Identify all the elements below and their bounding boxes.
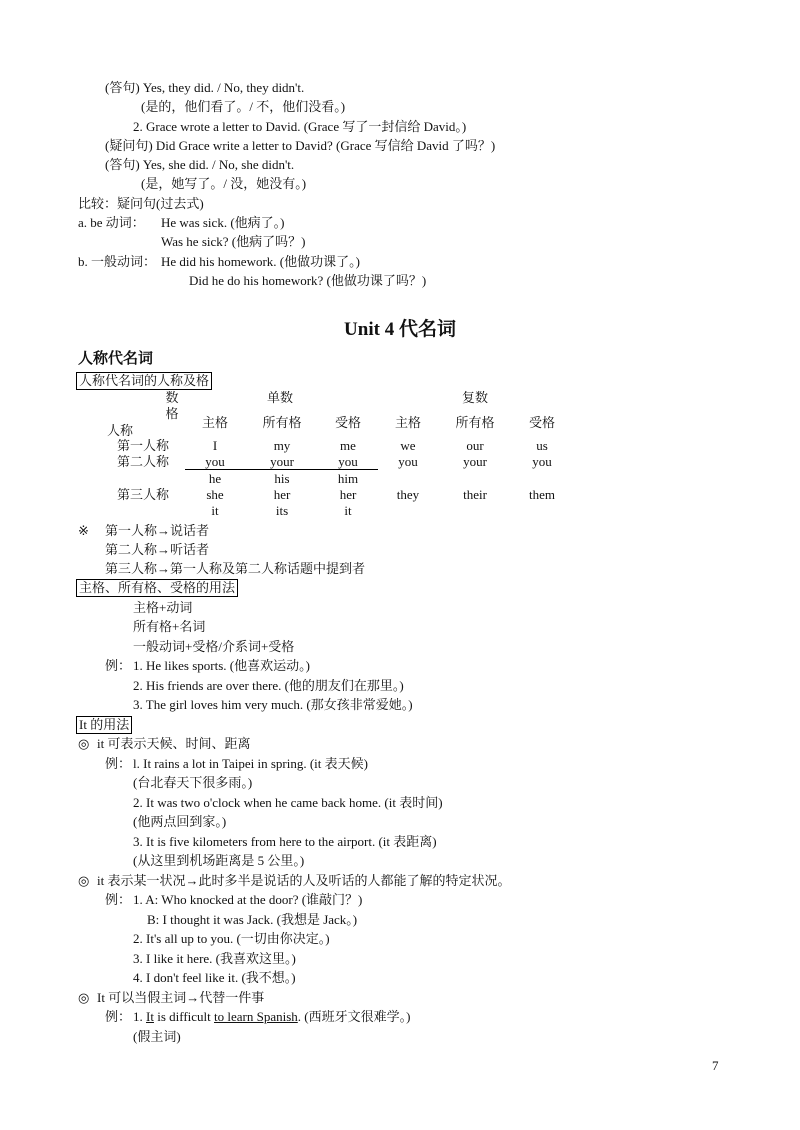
it-point-2: it 表示某一状况→此时多半是说话的人及听话的人都能了解的特定状况。	[97, 873, 511, 888]
case-header: 主格	[394, 415, 421, 430]
header-singular: 单数	[266, 390, 293, 405]
dummy-subject-note: (假主词)	[133, 1029, 181, 1044]
page-number: 7	[712, 1058, 719, 1073]
compare-b-label: b. 一般动词：	[78, 254, 157, 269]
question-line-2: (疑问句) Did Grace write a letter to David? (Grace 写信给 David 了吗？)	[105, 138, 496, 153]
table-cell: us	[536, 438, 548, 453]
example-line: 1. He likes sports. (他喜欢运动。)	[133, 658, 310, 673]
usage-rule: 主格+动词	[133, 600, 193, 615]
table-cell: it	[211, 503, 219, 518]
corner-case: 格	[165, 406, 179, 421]
table-cell: you	[205, 454, 225, 469]
compare-b-question: Did he do his homework? (他做功课了吗？)	[189, 273, 427, 288]
section-title: 人称代名词	[78, 351, 154, 367]
it-point-3: It 可以当假主词→代替一件事	[97, 990, 265, 1005]
table-cell: they	[396, 487, 420, 502]
compare-heading: 比较：疑问句(过去式)	[78, 196, 204, 211]
example-2-statement: 2. Grace wrote a letter to David. (Grace 写了一封信给 David。)	[133, 119, 467, 134]
example-line	[133, 1008, 410, 1025]
divider	[185, 469, 378, 470]
table-cell: my	[273, 438, 291, 453]
table-cell: them	[529, 487, 555, 502]
note-line: 第二人称→听话者	[105, 542, 210, 557]
usage-rule: 一般动词+受格/介系词+受格	[133, 639, 295, 654]
row-label-third-person: 第三人称	[116, 487, 169, 502]
example-line: 4. I don't feel like it. (我不想。)	[133, 970, 296, 985]
example-line: 1. A: Who knocked at the door? (谁敲门？)	[133, 892, 363, 907]
example-line: 3. It is five kilometers from here to the airport. (it 表距离)	[133, 834, 437, 849]
table-cell: me	[340, 438, 356, 453]
example-line: B: I thought it was Jack. (我想是 Jack。)	[147, 912, 358, 927]
table-cell: he	[208, 471, 222, 486]
example-predicate: is difficult	[157, 1009, 211, 1024]
example-translation: (他两点回到家。)	[133, 814, 227, 829]
table-cell: him	[337, 471, 359, 486]
compare-a-statement: He was sick. (他病了。)	[161, 215, 285, 230]
corner-person: 人称	[106, 423, 133, 438]
answer-line-1-zh: (是的，他们看了。/ 不，他们没看。)	[141, 99, 346, 114]
row-label-second-person: 第二人称	[116, 454, 169, 469]
usage-rule: 所有格+名词	[133, 619, 206, 634]
table-cell: you	[398, 454, 418, 469]
example-line: 2. It was two o'clock when he came back home. (it 表时间)	[133, 795, 443, 810]
table-cell: she	[206, 487, 224, 502]
table-cell: we	[400, 438, 416, 453]
header-plural: 复数	[461, 390, 488, 405]
example-label: 例：	[105, 1009, 132, 1024]
example-label: 例：	[105, 756, 132, 771]
note-line: 第一人称→说话者	[105, 523, 210, 538]
compare-b-statement: He did his homework. (他做功课了。)	[161, 254, 360, 269]
compare-a-label: a. be 动词：	[78, 215, 145, 230]
table-cell: our	[466, 438, 484, 453]
note-mark: ※	[78, 523, 89, 538]
example-translation: (台北春天下很多雨。)	[133, 775, 253, 790]
row-label-first-person: 第一人称	[116, 438, 169, 453]
table-cell: their	[463, 487, 487, 502]
it-usage-title: It 的用法	[76, 716, 132, 734]
corner-number: 数	[165, 390, 179, 405]
compare-a-question: Was he sick? (他病了吗？)	[161, 234, 306, 249]
bullet-icon: ◎	[78, 736, 90, 751]
example-line: 2. His friends are over there. (他的朋友们在那里。)	[133, 678, 404, 693]
real-subject: to learn Spanish	[214, 1009, 298, 1024]
table-cell: her	[273, 487, 291, 502]
answer-line-1: (答句) Yes, they did. / No, they didn't.	[105, 80, 305, 95]
usage-title: 主格、所有格、受格的用法	[76, 579, 238, 597]
it-point-1: it 可表示天候、时间、距离	[97, 736, 251, 751]
table-cell: you	[532, 454, 552, 469]
case-header: 受格	[334, 415, 361, 430]
example-line: 2. It's all up to you. (一切由你决定。)	[133, 931, 330, 946]
table-cell: his	[274, 471, 290, 486]
unit-title: Unit 4 代名词	[344, 319, 456, 340]
example-translation: (从这里到机场距离是 5 公里。)	[133, 853, 305, 868]
example-label: 例：	[105, 892, 132, 907]
bullet-icon: ◎	[78, 990, 90, 1005]
table-cell: it	[344, 503, 352, 518]
example-translation: . (西班牙文很难学。)	[297, 1009, 411, 1024]
table-cell: her	[339, 487, 357, 502]
case-header: 所有格	[262, 415, 302, 430]
case-header: 受格	[528, 415, 555, 430]
answer-line-2-zh: (是，她写了。/ 没，她没有。)	[141, 176, 307, 191]
answer-line-2: (答句) Yes, she did. / No, she didn't.	[105, 157, 295, 172]
table-cell: your	[270, 454, 294, 469]
case-header: 主格	[201, 415, 228, 430]
case-header: 所有格	[455, 415, 495, 430]
table-cell: I	[212, 438, 218, 453]
example-label: 例：	[105, 658, 132, 673]
bullet-icon: ◎	[78, 873, 90, 888]
dummy-subject: It	[146, 1009, 154, 1024]
table-cell: your	[463, 454, 487, 469]
example-number: 1.	[133, 1009, 143, 1024]
table-title: 人称代名词的人称及格	[76, 372, 212, 390]
example-line: l. It rains a lot in Taipei in spring. (it 表天候)	[133, 756, 368, 771]
note-line: 第三人称→第一人称及第二人称话题中提到者	[105, 561, 366, 576]
example-line: 3. The girl loves him very much. (那女孩非常爱她。)	[133, 697, 413, 712]
table-cell: you	[338, 454, 358, 469]
example-line: 3. I like it here. (我喜欢这里。)	[133, 951, 296, 966]
table-cell: its	[275, 503, 289, 518]
